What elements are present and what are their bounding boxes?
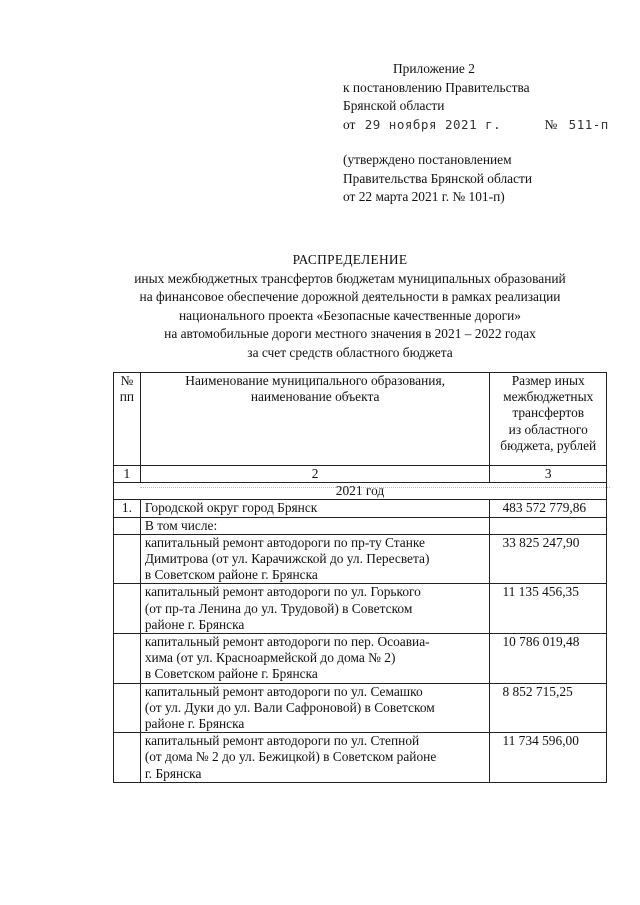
row-number	[114, 517, 141, 534]
table-row	[114, 733, 607, 783]
number-prefix: №	[544, 116, 558, 132]
row-name: капитальный ремонт автодороги по ул. Семашко (от ул. Дуки до ул. Вали Сафроновой) в Советском районе г. Брянска	[140, 683, 490, 733]
table-row	[114, 534, 607, 584]
row-amount: 11 135 456,35	[490, 584, 607, 634]
appendix-reference: к постановлению Правительства	[343, 79, 530, 95]
table-row	[114, 517, 607, 534]
table-row	[114, 634, 607, 684]
row-number	[114, 584, 141, 634]
title-heading: РАСПРЕДЕЛЕНИЕ	[292, 252, 408, 267]
approval-line-1: (утверждено постановлением	[343, 152, 512, 167]
document-title	[60, 251, 640, 362]
title-line-5: за счет средств областного бюджета	[247, 344, 453, 360]
row-amount	[490, 517, 607, 534]
row-number	[114, 534, 141, 584]
col-number-3: 3	[490, 466, 607, 483]
row-amount: 10 786 019,48	[490, 634, 607, 684]
header-number: № пп	[114, 373, 141, 466]
row-name: капитальный ремонт автодороги по ул. Степной (от дома № 2 до ул. Бежицкой) в Советском районе г. Брянска	[140, 733, 490, 783]
column-number-row	[114, 466, 607, 483]
year-row	[114, 483, 607, 500]
row-number: 1.	[114, 500, 141, 517]
appendix-region: Брянской области	[343, 98, 445, 113]
decree-date: 29 ноября 2021 г.	[364, 116, 502, 132]
col-number-1: 1	[114, 466, 141, 483]
row-name: капитальный ремонт автодороги по пр-ту Станке Димитрова (от ул. Карачижской до ул. Пересвета) в Советском районе г. Брянска	[140, 534, 490, 584]
table-row	[114, 584, 607, 634]
table-header-row	[114, 373, 607, 466]
header-amount: Размер иных межбюджетных трансфертов из областного бюджета, рублей	[490, 373, 607, 466]
approval-line-3: от 22 марта 2021 г. № 101-п)	[343, 189, 505, 204]
row-amount: 11 734 596,00	[490, 733, 607, 783]
table-row	[114, 500, 607, 517]
approval-line-2: Правительства Брянской области	[343, 170, 533, 186]
appendix-header	[343, 60, 609, 134]
decree-number: 511-п	[568, 116, 609, 132]
header-name: Наименование муниципального образования, наименование объекта	[140, 373, 490, 466]
appendix-date-line	[343, 116, 609, 135]
title-line-4: на автомобильные дороги местного значения в 2021 – 2022 годах	[164, 326, 536, 341]
approval-note	[343, 151, 532, 207]
row-name: капитальный ремонт автодороги по ул. Горького (от пр-та Ленина до ул. Трудовой) в Советском районе г. Брянска	[140, 584, 490, 634]
row-name: В том числе:	[140, 517, 490, 534]
row-number	[114, 683, 141, 733]
row-number	[114, 733, 141, 783]
row-name: Городской округ город Брянск	[140, 500, 490, 517]
year-label: 2021 год	[114, 483, 607, 500]
row-amount: 33 825 247,90	[490, 534, 607, 584]
date-prefix: от	[343, 116, 356, 132]
distribution-table	[113, 372, 607, 783]
row-amount: 483 572 779,86	[490, 500, 607, 517]
row-number	[114, 634, 141, 684]
title-line-2: на финансовое обеспечение дорожной деятельности в рамках реализации	[139, 289, 561, 304]
row-amount: 8 852 715,25	[490, 683, 607, 733]
row-name: капитальный ремонт автодороги по пер. Осоавиа- хима (от ул. Красноармейской до дома № 2) в Советском районе г. Брянска	[140, 634, 490, 684]
appendix-title: Приложение 2	[393, 61, 475, 76]
table-row	[114, 683, 607, 733]
title-line-3: национального проекта «Безопасные качественные дороги»	[179, 307, 521, 323]
col-number-2: 2	[140, 466, 490, 483]
title-line-1: иных межбюджетных трансфертов бюджетам муниципальных образований	[134, 270, 566, 286]
